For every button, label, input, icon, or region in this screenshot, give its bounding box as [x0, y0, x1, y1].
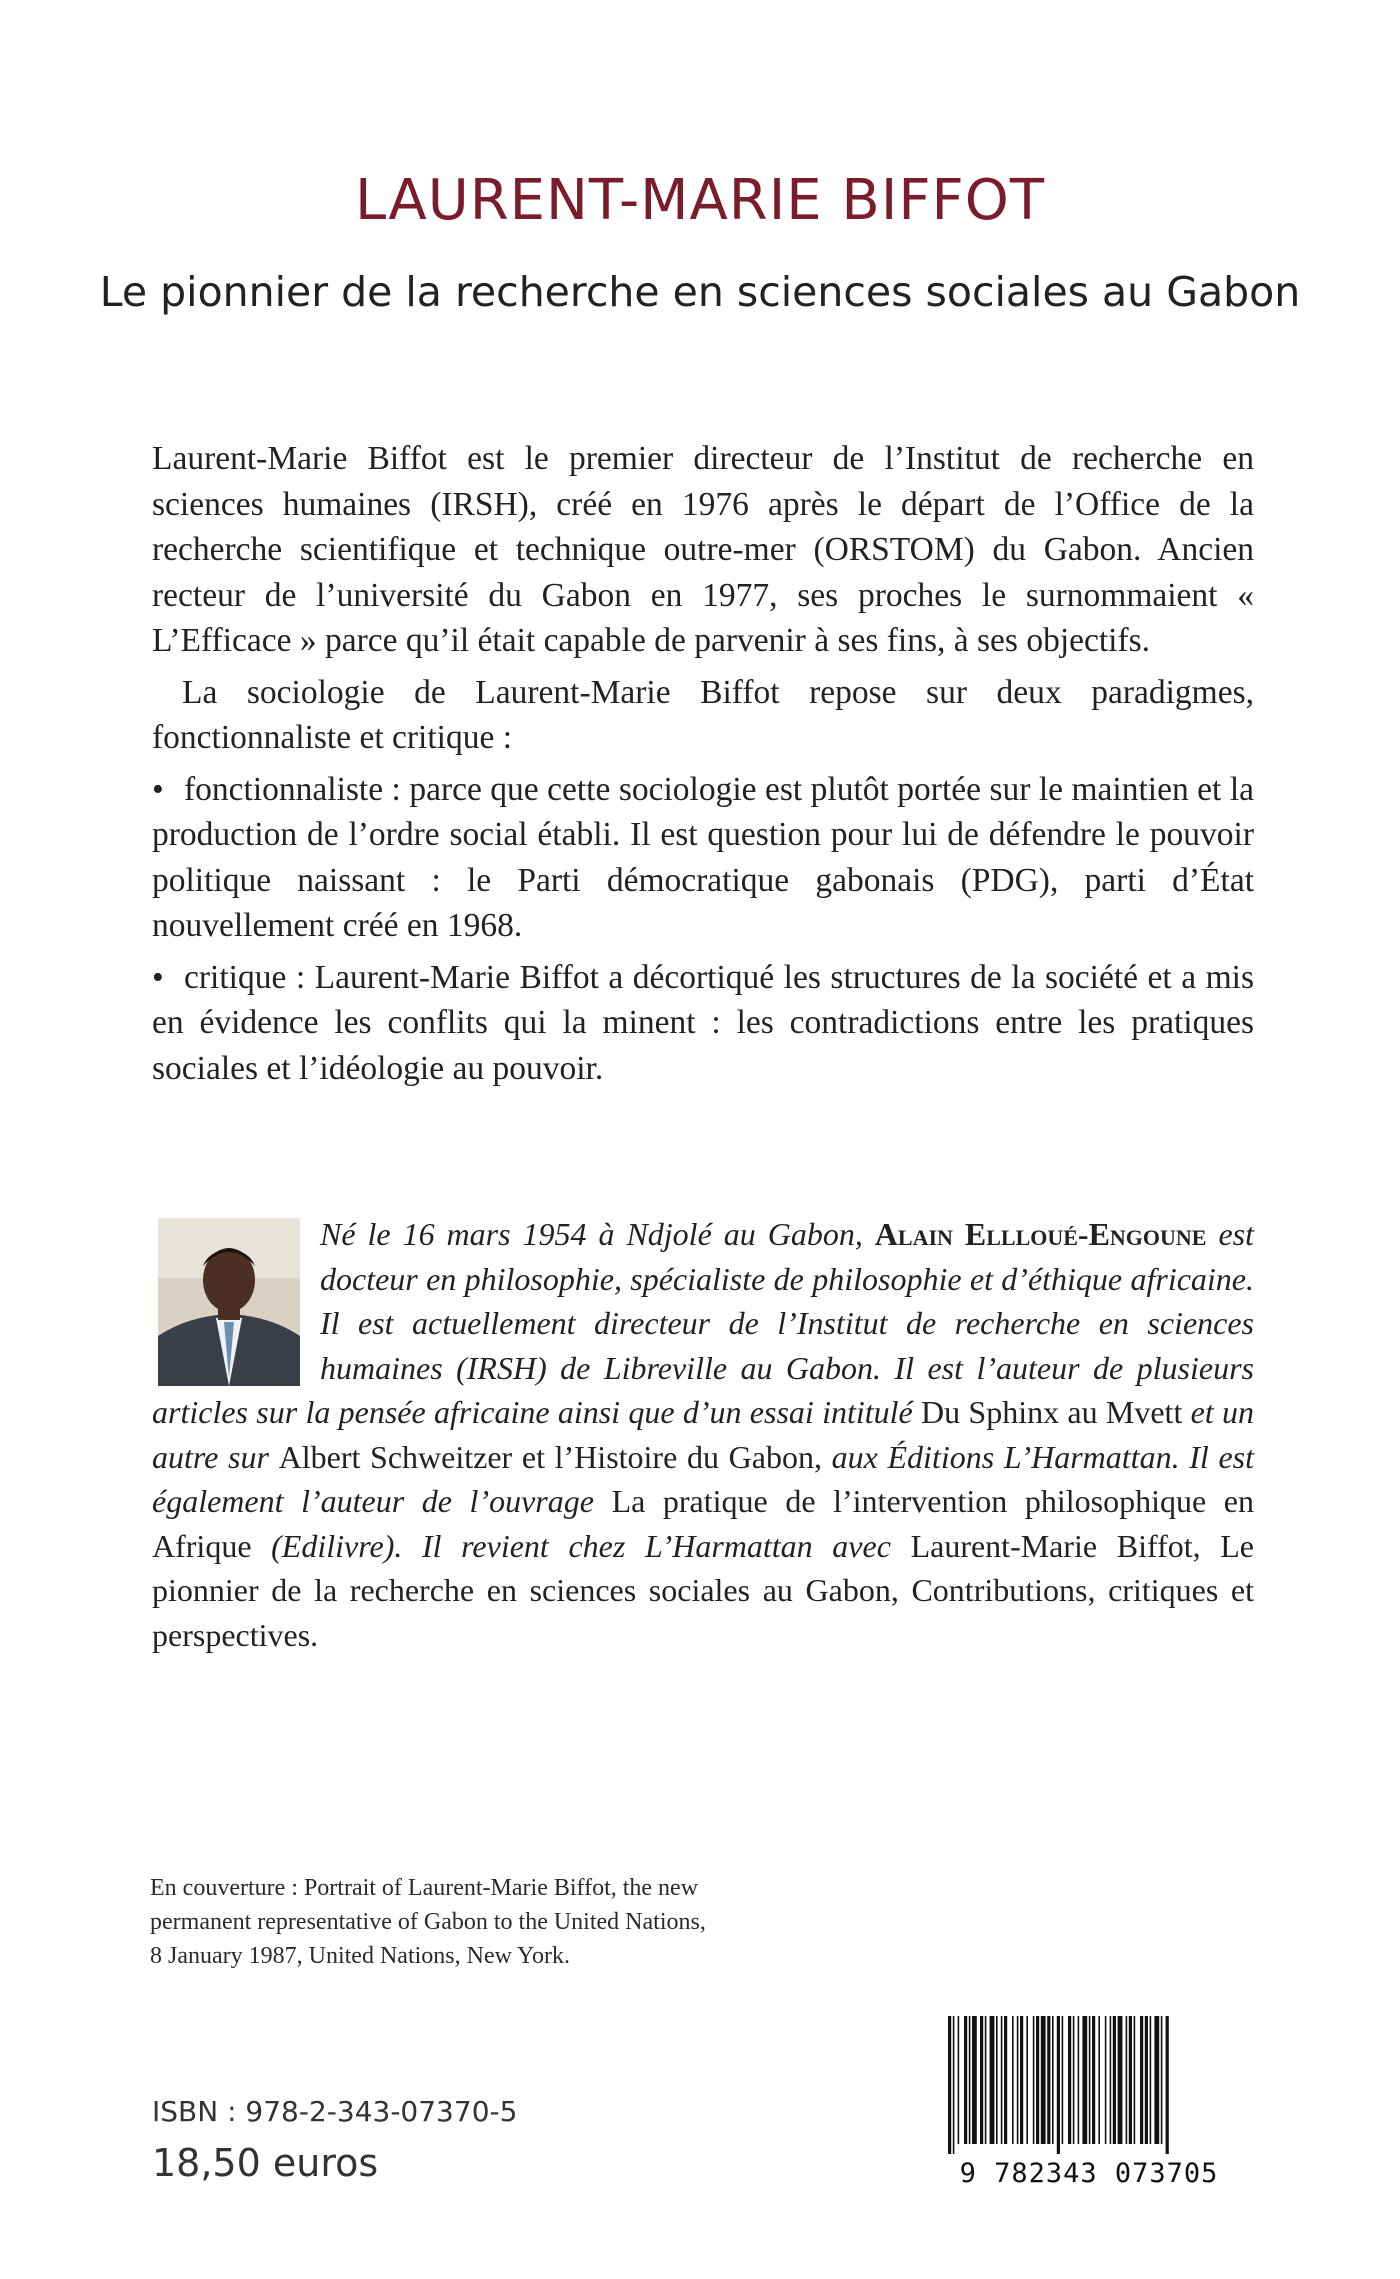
bullet-text: fonctionnaliste : parce que cette sociologie est plutôt portée sur le maintien et la production de l’ordre social établi. Il est question pour lui de défendre le pouvoir politique naissant : le Parti démocratique gabonais (PDG), parti d’État nouvellement créé en 1968. — [152, 770, 1254, 944]
book-subtitle: Le pionnier de la recherche en sciences sociales au Gabon — [99, 268, 1301, 316]
bio-text-5: (Edilivre). Il revient chez L’Harmattan avec — [251, 1527, 911, 1564]
author-name: Alain Ellloué-Engoune — [874, 1216, 1207, 1252]
barcode-bar — [1004, 2016, 1007, 2144]
barcode — [930, 2010, 1248, 2188]
barcode-bar — [1033, 2016, 1035, 2144]
work-title-4: Laurent-Marie Biffot, Le pionnier de la recherche en sciences sociales au Gabon, Contributions, critiques et perspectives. — [152, 1527, 1255, 1653]
book-description — [152, 436, 1254, 1097]
bullet-item-critique — [152, 955, 1254, 1092]
bio-text-4: aux Éditions L’Harmattan. Il est également l’auteur de l’ouvrage — [152, 1438, 1255, 1519]
barcode-bar — [1062, 2016, 1064, 2144]
work-title-2: Albert Schweitzer et l’Histoire du Gabon, — [278, 1438, 822, 1475]
barcode-bar — [972, 2016, 977, 2144]
description-paragraph-2: La sociologie de Laurent-Marie Biffot repose sur deux paradigmes, fonctionnaliste et critique : — [152, 673, 1254, 756]
barcode-bar — [1001, 2016, 1003, 2144]
barcode-bar — [1105, 2016, 1107, 2144]
barcode-bar — [1052, 2016, 1054, 2144]
barcode-bar — [1161, 2016, 1163, 2144]
barcode-bar — [1047, 2016, 1050, 2144]
author-photo — [158, 1218, 300, 1386]
barcode-bar — [1012, 2016, 1014, 2144]
barcode-bar — [1057, 2016, 1060, 2154]
barcode-bar — [1092, 2016, 1095, 2144]
barcode-bar — [1126, 2016, 1128, 2144]
barcode-bar — [948, 2016, 951, 2154]
cover-credit: En couverture : Portrait of Laurent-Marie Biffot, the new permanent representative of Gabon to the United Nations, 8 January 1987, United Nations, New York. — [150, 1875, 706, 1969]
barcode-bar — [990, 2016, 995, 2144]
bullet-icon: • — [152, 770, 164, 808]
barcode-bar — [1150, 2016, 1152, 2144]
bio-text-3: et un autre sur — [152, 1394, 1255, 1475]
isbn: ISBN : 978-2-343-07370-5 — [152, 2095, 518, 2128]
barcode-bar — [985, 2016, 987, 2144]
barcode-bar — [1140, 2016, 1143, 2144]
barcode-bar — [1166, 2016, 1169, 2154]
barcode-bar — [1073, 2016, 1075, 2144]
work-title-1: Du Sphinx au Mvett — [921, 1394, 1183, 1430]
barcode-bar — [980, 2016, 983, 2144]
barcode-digits: 9 782343 073705 — [959, 2158, 1219, 2188]
barcode-bar — [1154, 2016, 1159, 2144]
barcode-bar — [1041, 2016, 1046, 2144]
barcode-bar — [1078, 2016, 1080, 2144]
bio-text-2: est docteur en philosophie, spécialiste de philosophie et d’éthique africaine. Il est actuellement directeur de l’Institut de recherche en sciences humaines (IRSH) de Libreville au Gabon. Il est l’auteur de plusieurs articles sur la pensée africaine ainsi que d’un essai intitulé — [152, 1216, 1254, 1430]
barcode-bar — [1017, 2016, 1019, 2144]
barcode-bar — [1089, 2016, 1091, 2144]
barcode-bar — [1082, 2016, 1087, 2144]
barcode-bar — [958, 2016, 960, 2144]
barcode-bar — [953, 2016, 955, 2154]
barcode-bar — [1036, 2016, 1039, 2144]
barcode-bar — [1134, 2016, 1136, 2144]
barcode-bar — [1098, 2016, 1100, 2144]
bio-text-1: Né le 16 mars 1954 à Ndjolé au Gabon, — [320, 1216, 875, 1252]
barcode-bar — [964, 2016, 967, 2144]
barcode-bar — [1026, 2016, 1028, 2144]
author-bio — [152, 1212, 1254, 1657]
barcode-bar — [1020, 2016, 1023, 2144]
price: 18,50 euros — [152, 2141, 379, 2185]
book-title: LAURENT-MARIE BIFFOT — [354, 168, 1046, 233]
work-title-3: La pratique de l’intervention philosophique en Afrique — [152, 1483, 1255, 1564]
barcode-bar — [1113, 2016, 1116, 2144]
barcode-bar — [1118, 2016, 1123, 2144]
barcode-bar — [996, 2016, 998, 2144]
bullet-item-fonctionnaliste — [152, 767, 1254, 949]
barcode-bar — [969, 2016, 971, 2144]
barcode-bar — [1068, 2016, 1071, 2144]
barcode-bar — [1110, 2016, 1112, 2144]
description-paragraph-1: Laurent-Marie Biffot est le premier directeur de l’Institut de recherche en sciences humaines (IRSH), créé en 1976 après le départ de l’Office de la recherche scientifique et technique outre-mer (ORSTOM) du Gabon. Ancien recteur de l’université du Gabon en 1977, ses proches le surnommaient « L’Efficace » parce qu’il était capable de parvenir à ses fins, à ses objectifs. — [152, 440, 1254, 659]
barcode-bar — [1145, 2016, 1148, 2144]
barcode-bar — [1129, 2016, 1132, 2144]
bullet-text: critique : Laurent-Marie Biffot a décortiqué les structures de la société et a mis en évidence les conflits qui la minent : les contradictions entre les pratiques sociales et l’idéologie au pouvoir. — [152, 958, 1254, 1087]
bullet-icon: • — [152, 958, 164, 996]
